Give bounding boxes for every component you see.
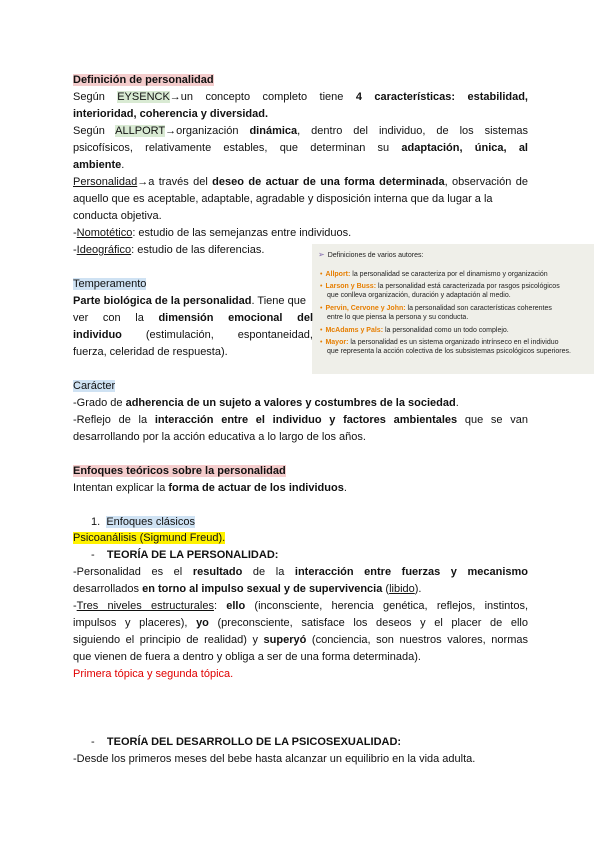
niveles-line-4: que vienen de fuera a dentro y obliga a ser de una forma determinada). <box>73 651 421 663</box>
teoria-psicosexualidad-heading: - TEORÍA DEL DESARROLLO DE LA PSICOSEXUALIDAD: <box>91 736 402 748</box>
author-item-pervin: • Pervin, Cervone y John: la personalidad son características coherentes entre lo que piensa la persona y su conducta. <box>320 305 552 321</box>
caracter-line-2: -Reflejo de la interacción entre el individuo y factores ambientales que se van <box>73 414 528 426</box>
temperamento-line-3: individuo (estimulación, espontaneidad, <box>73 329 313 341</box>
bullet-icon: • <box>320 327 323 334</box>
ideografico-line: -Ideográfico: estudio de las diferencias. <box>73 244 265 256</box>
allport-line-3: ambiente. <box>73 159 125 171</box>
personalidad-line-2: aquello que es aceptable, adaptable, agradable y disposición interna que da lugar a la <box>73 193 493 205</box>
eysenck-name: EYSENCK <box>117 91 170 103</box>
teoria-personalidad-heading: - TEORÍA DE LA PERSONALIDAD: <box>91 549 279 561</box>
nomotetico-line: -Nomotético: estudio de las semejanzas entre individuos. <box>73 227 352 239</box>
author-item-mcadams: • McAdams y Pals: la personalidad como un todo complejo. <box>320 327 509 334</box>
caracter-heading: Carácter <box>73 380 116 392</box>
temperamento-line-1: Parte biológica de la personalidad. Tiene que <box>73 295 306 307</box>
eysenck-line-2: interioridad, coherencia y diversidad. <box>73 108 269 120</box>
authors-definitions-image <box>312 244 594 374</box>
bullet-icon: • <box>320 283 323 290</box>
definition-heading: Definición de personalidad <box>73 74 214 86</box>
niveles-line-3: siguiendo el principio de realidad) y superyó (conciencia, son nuestros valores, normas <box>73 634 528 646</box>
author-item-larson-buss: • Larson y Buss: la personalidad está caracterizada por rasgos psicológicos que conlleva organización, duración y adaptación al medio. <box>320 283 560 299</box>
allport-line-2: psicofísicos, relativamente estables, que determinan su adaptación, única, al <box>73 142 528 154</box>
temperamento-heading: Temperamento <box>73 278 147 290</box>
bullet-icon: • <box>320 305 323 312</box>
temperamento-line-2: ver con la dimensión emocional del <box>73 312 313 324</box>
topica-line: Primera tópica y segunda tópica. <box>73 668 234 680</box>
caracter-line-1: -Grado de adherencia de un sujeto a valores y costumbres de la sociedad. <box>73 397 459 409</box>
author-item-mayor: • Mayor: la personalidad es un sistema organizado intrínseco en el individuo que representa la acción colectiva de los subsistemas psicológicos superiores. <box>320 339 571 355</box>
personalidad-resultado-line-2: desarrollados en torno al impulso sexual y de supervivencia (libido). <box>73 583 422 595</box>
personalidad-resultado-line: -Personalidad es el resultado de la interacción entre fuerzas y mecanismo <box>73 566 528 578</box>
enfoques-line-1: Intentan explicar la forma de actuar de los individuos. <box>73 482 347 494</box>
bullet-icon: • <box>320 271 323 278</box>
arrow-bullet-icon: ➢ <box>318 250 325 259</box>
psicoanalisis-line: Psicoanálisis (Sigmund Freud). <box>73 532 226 544</box>
author-item-allport: • Allport: la personalidad se caracteriza por el dinamismo y organización <box>320 271 548 278</box>
caracter-line-3: desarrollando por la acción educativa a lo largo de los años. <box>73 431 366 443</box>
allport-line: Según ALLPORT→organización dinámica, dentro del individuo, de los sistemas <box>73 125 528 137</box>
allport-name: ALLPORT <box>115 125 166 137</box>
personalidad-line-3: conducta objetiva. <box>73 210 162 222</box>
personalidad-line: Personalidad→a través del deseo de actuar de una forma determinada, observación de <box>73 176 528 188</box>
list-item-enfoques-clasicos: 1. Enfoques clásicos <box>91 516 195 528</box>
authors-box-title: ➢ Definiciones de varios autores: <box>318 250 424 259</box>
psicosexualidad-line: -Desde los primeros meses del bebe hasta alcanzar un equilibrio en la vida adulta. <box>73 753 476 765</box>
niveles-line-1: -Tres niveles estructurales: ello (inconsciente, herencia genética, reflejos, instintos, <box>73 600 528 612</box>
niveles-line-2: impulsos y placeres), yo (preconsciente, satisface los deseos y el placer de ello <box>73 617 528 629</box>
eysenck-line: Según EYSENCK→un concepto completo tiene 4 características: estabilidad, <box>73 91 528 103</box>
enfoques-heading: Enfoques teóricos sobre la personalidad <box>73 465 286 477</box>
temperamento-line-4: fuerza, celeridad de respuesta). <box>73 346 228 358</box>
bullet-icon: • <box>320 339 323 346</box>
